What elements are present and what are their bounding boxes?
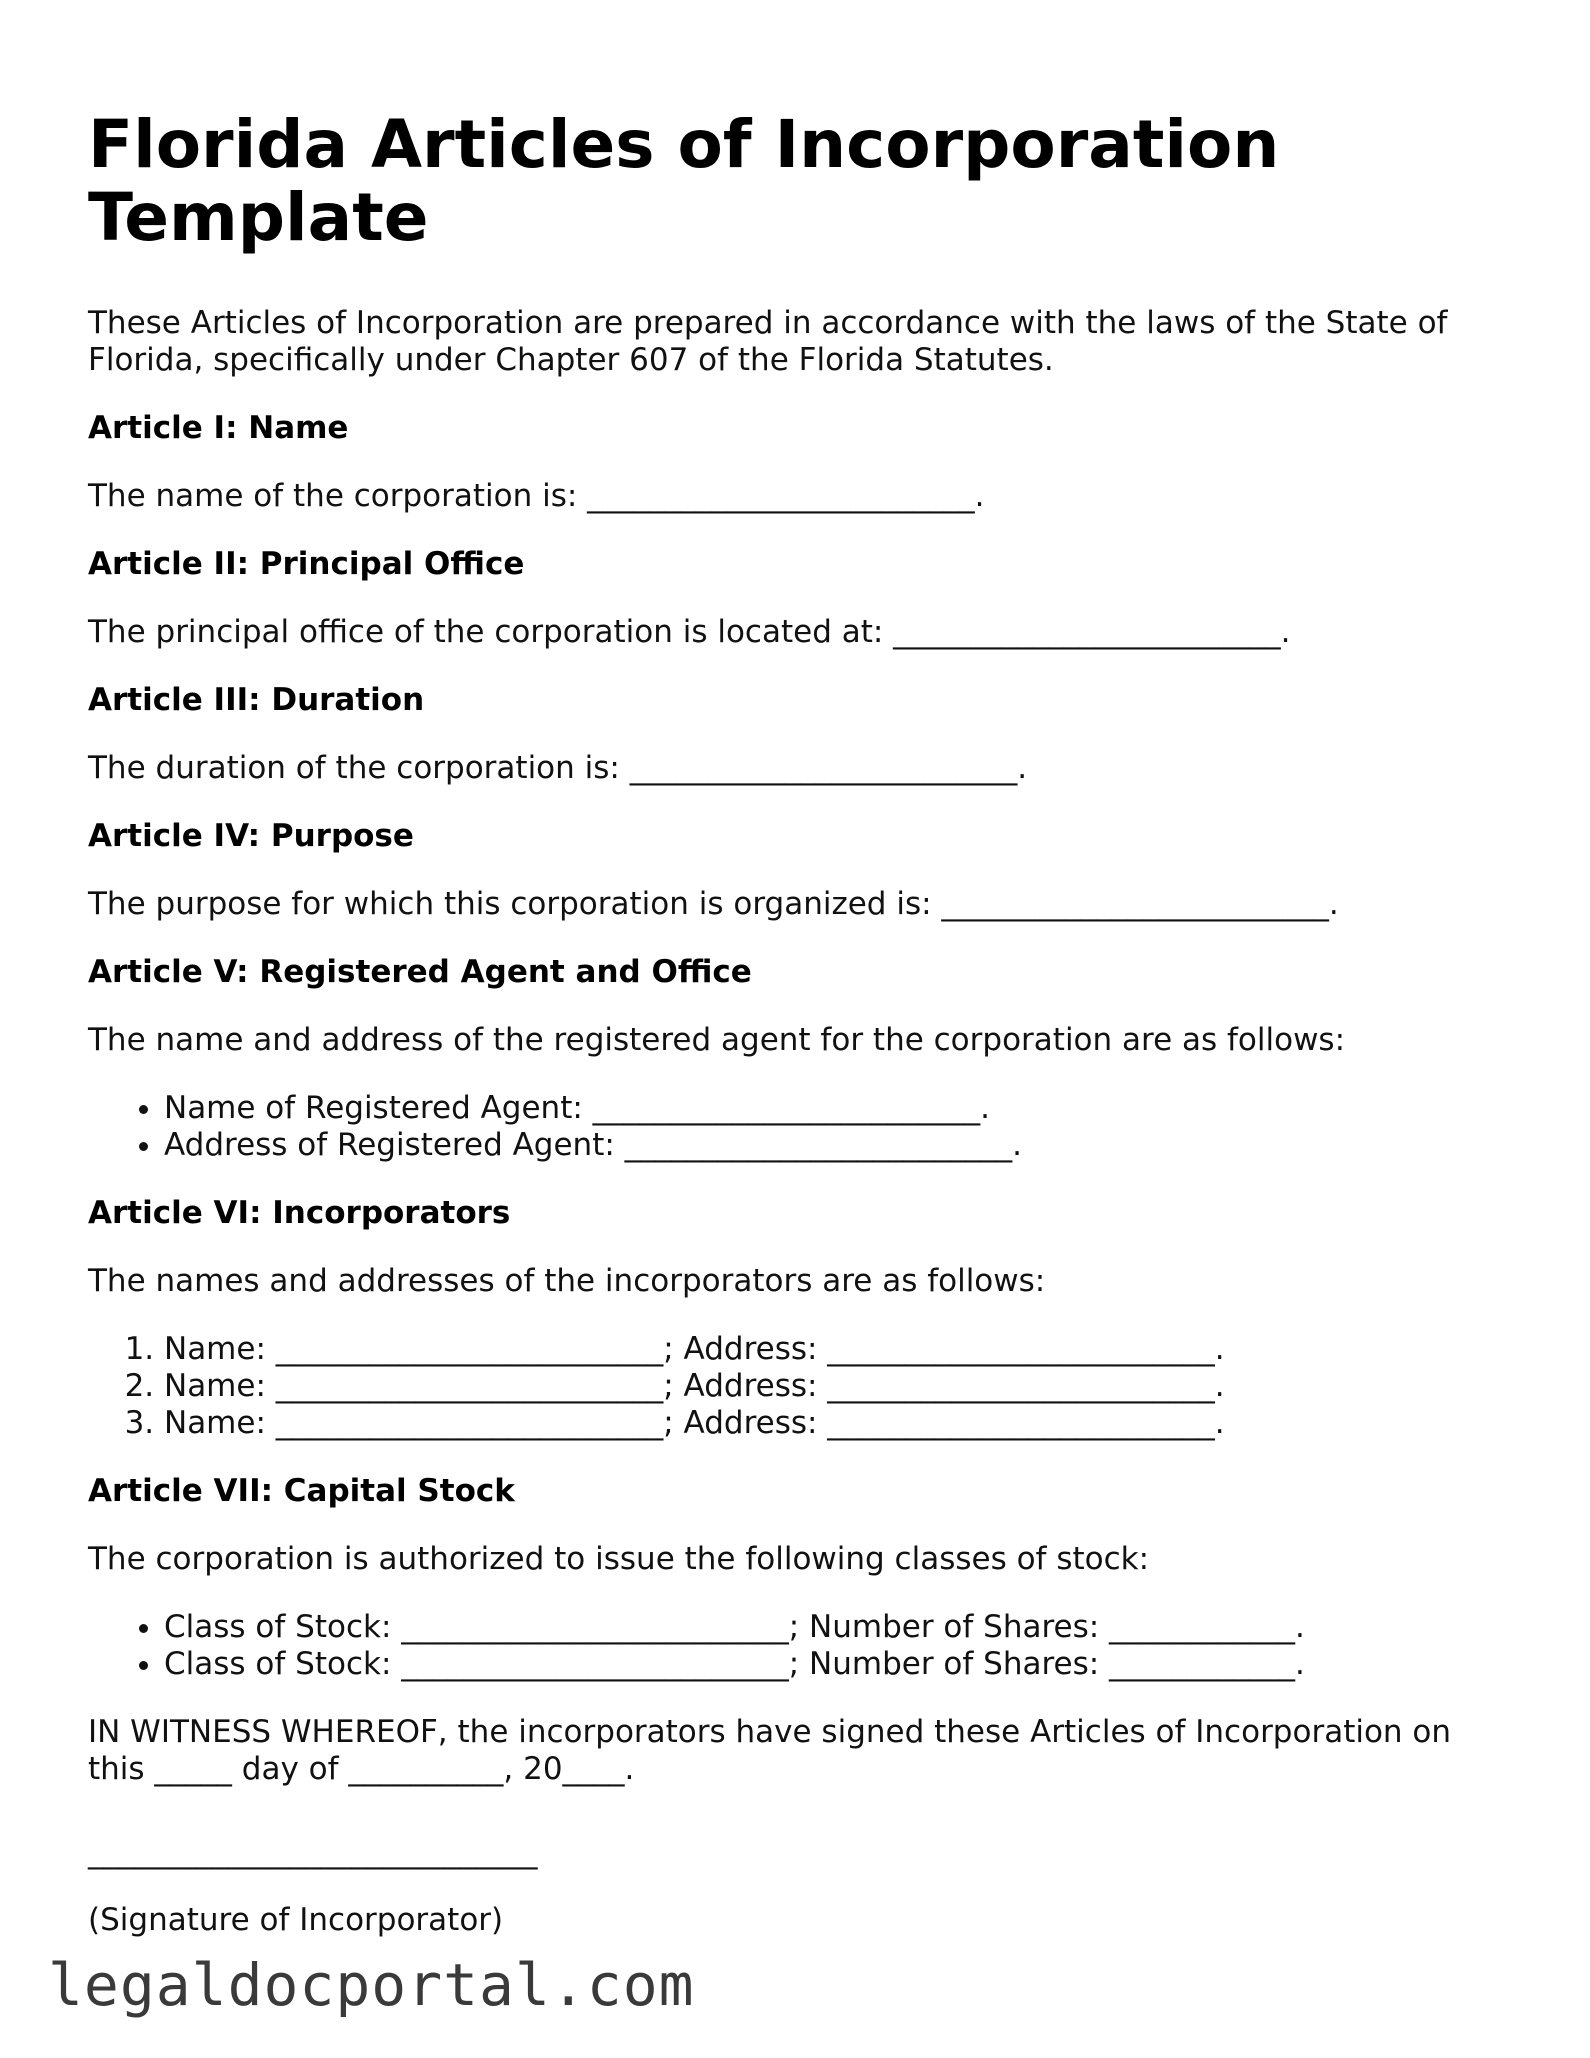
document-title: Florida Articles of Incorporation Template — [88, 106, 1280, 256]
list-item: 1. Name: _________________________; Address: _________________________. — [164, 1331, 1508, 1368]
article-6-heading: Article VI: Incorporators — [88, 1195, 511, 1231]
list-item: 2. Name: _________________________; Address: _________________________. — [164, 1368, 1508, 1405]
article-7-text: The corporation is authorized to issue the following classes of stock: — [88, 1541, 1150, 1577]
list-item: • Class of Stock: _________________________; Number of Shares: ____________. — [164, 1609, 1508, 1646]
article-6-text: The names and addresses of the incorporators are as follows: — [88, 1263, 1046, 1299]
article-3-text: The duration of the corporation is: _________________________. — [88, 750, 1028, 786]
intro-paragraph: These Articles of Incorporation are prepared in accordance with the laws of the State of Florida, specifically under Chapter 607 of the Florida Statutes. — [88, 305, 1448, 378]
document-page — [88, 108, 1508, 1970]
article-5-text: The name and address of the registered agent for the corporation are as follows: — [88, 1022, 1346, 1058]
article-4-heading: Article IV: Purpose — [88, 818, 414, 854]
article-4-text: The purpose for which this corporation is organized is: _________________________. — [88, 886, 1339, 922]
article-3-heading: Article III: Duration — [88, 682, 425, 718]
article-1-text: The name of the corporation is: _________________________. — [88, 478, 985, 514]
stock-classes-list — [88, 1609, 1508, 1683]
list-item: • Name of Registered Agent: _________________________. — [164, 1090, 1508, 1127]
article-7-heading: Article VII: Capital Stock — [88, 1473, 515, 1509]
witness-paragraph: IN WITNESS WHEREOF, the incorporators have signed these Articles of Incorporation on this _____ day of __________, 20____. — [88, 1714, 1452, 1787]
list-item: • Class of Stock: _________________________; Number of Shares: ____________. — [164, 1646, 1508, 1683]
footer-brand-watermark: legaldocportal.com — [48, 1951, 695, 2019]
article-2-heading: Article II: Principal Office — [88, 546, 525, 582]
article-2-text: The principal office of the corporation is located at: _________________________. — [88, 614, 1291, 650]
list-item: 3. Name: _________________________; Address: _________________________. — [164, 1405, 1508, 1442]
article-1-heading: Article I: Name — [88, 410, 349, 446]
signature-line: _____________________________ — [88, 1834, 538, 1870]
list-item: • Address of Registered Agent: _________________________. — [164, 1127, 1508, 1164]
registered-agent-list — [88, 1090, 1508, 1164]
incorporators-list — [88, 1331, 1508, 1442]
article-5-heading: Article V: Registered Agent and Office — [88, 954, 752, 990]
signature-label: (Signature of Incorporator) — [88, 1902, 504, 1938]
